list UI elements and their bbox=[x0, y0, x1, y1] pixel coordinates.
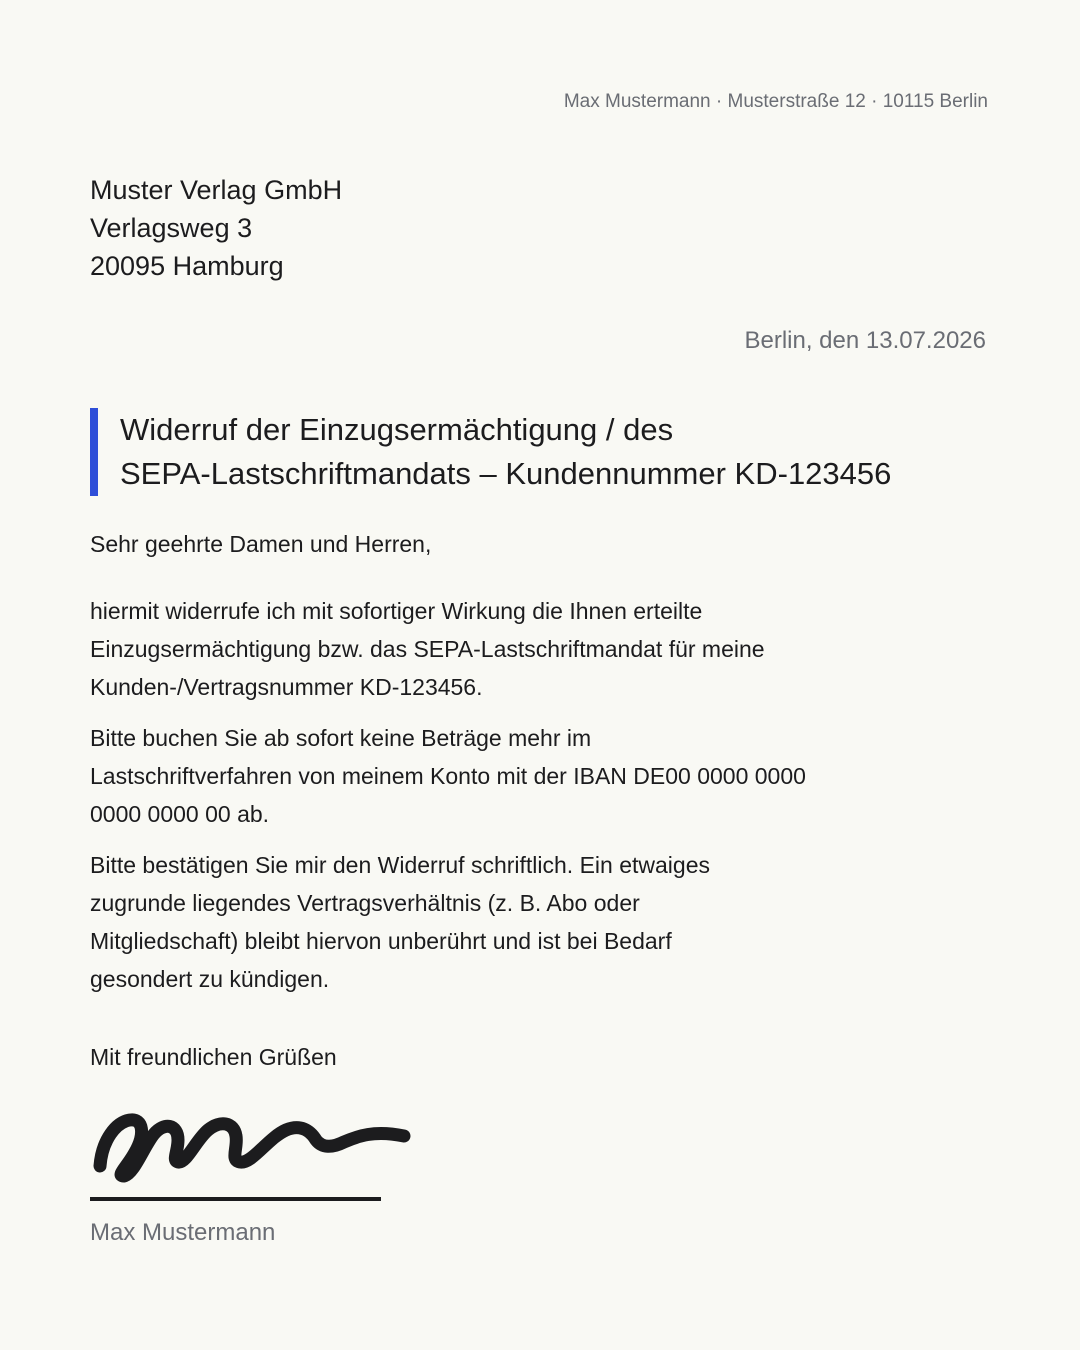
paragraph-line: Mitgliedschaft) bleibt hiervon unberührt und ist bei Bedarf bbox=[90, 928, 672, 954]
salutation: Sehr geehrte Damen und Herren, bbox=[90, 531, 432, 557]
paragraph-line: zugrunde liegendes Vertragsverhältnis (z. B. Abo oder bbox=[90, 890, 640, 916]
paragraph-revocation bbox=[90, 592, 990, 706]
paragraph-line: Kunden-/Vertragsnummer KD-123456. bbox=[90, 674, 483, 700]
recipient-address bbox=[90, 171, 342, 285]
letter-date: Berlin, den 13.07.2026 bbox=[744, 327, 986, 354]
subject-block bbox=[90, 408, 1020, 496]
paragraph-line: Bitte bestätigen Sie mir den Widerruf schriftlich. Ein etwaiges bbox=[90, 852, 710, 878]
closing-phrase: Mit freundlichen Grüßen bbox=[90, 1044, 337, 1070]
paragraph-confirmation bbox=[90, 846, 990, 998]
paragraph-iban bbox=[90, 719, 990, 833]
signature-line bbox=[90, 1197, 381, 1201]
paragraph-line: hiermit widerrufe ich mit sofortiger Wirkung die Ihnen erteilte bbox=[90, 598, 703, 624]
recipient-city: 20095 Hamburg bbox=[90, 251, 284, 281]
paragraph-line: Einzugsermächtigung bzw. das SEPA-Lastschriftmandat für meine bbox=[90, 636, 765, 662]
paragraph-line: 0000 0000 00 ab. bbox=[90, 801, 270, 827]
paragraph-line: gesondert zu kündigen. bbox=[90, 966, 330, 992]
paragraph-line: Lastschriftverfahren von meinem Konto mit der IBAN DE00 0000 0000 bbox=[90, 763, 806, 789]
recipient-street: Verlagsweg 3 bbox=[90, 213, 253, 243]
handwritten-signature bbox=[88, 1100, 418, 1190]
subject-line-1: Widerruf der Einzugsermächtigung / des bbox=[120, 412, 674, 447]
paragraph-line: Bitte buchen Sie ab sofort keine Beträge mehr im bbox=[90, 725, 592, 751]
subject-line-2: SEPA-Lastschriftmandats – Kundennummer KD-123456 bbox=[120, 456, 892, 491]
signer-name: Max Mustermann bbox=[90, 1219, 276, 1246]
subject-accent-bar bbox=[90, 408, 98, 496]
recipient-company: Muster Verlag GmbH bbox=[90, 175, 343, 205]
sender-address-line: Max Mustermann · Musterstraße 12 · 10115 Berlin bbox=[563, 91, 988, 112]
subject-text bbox=[120, 408, 891, 496]
